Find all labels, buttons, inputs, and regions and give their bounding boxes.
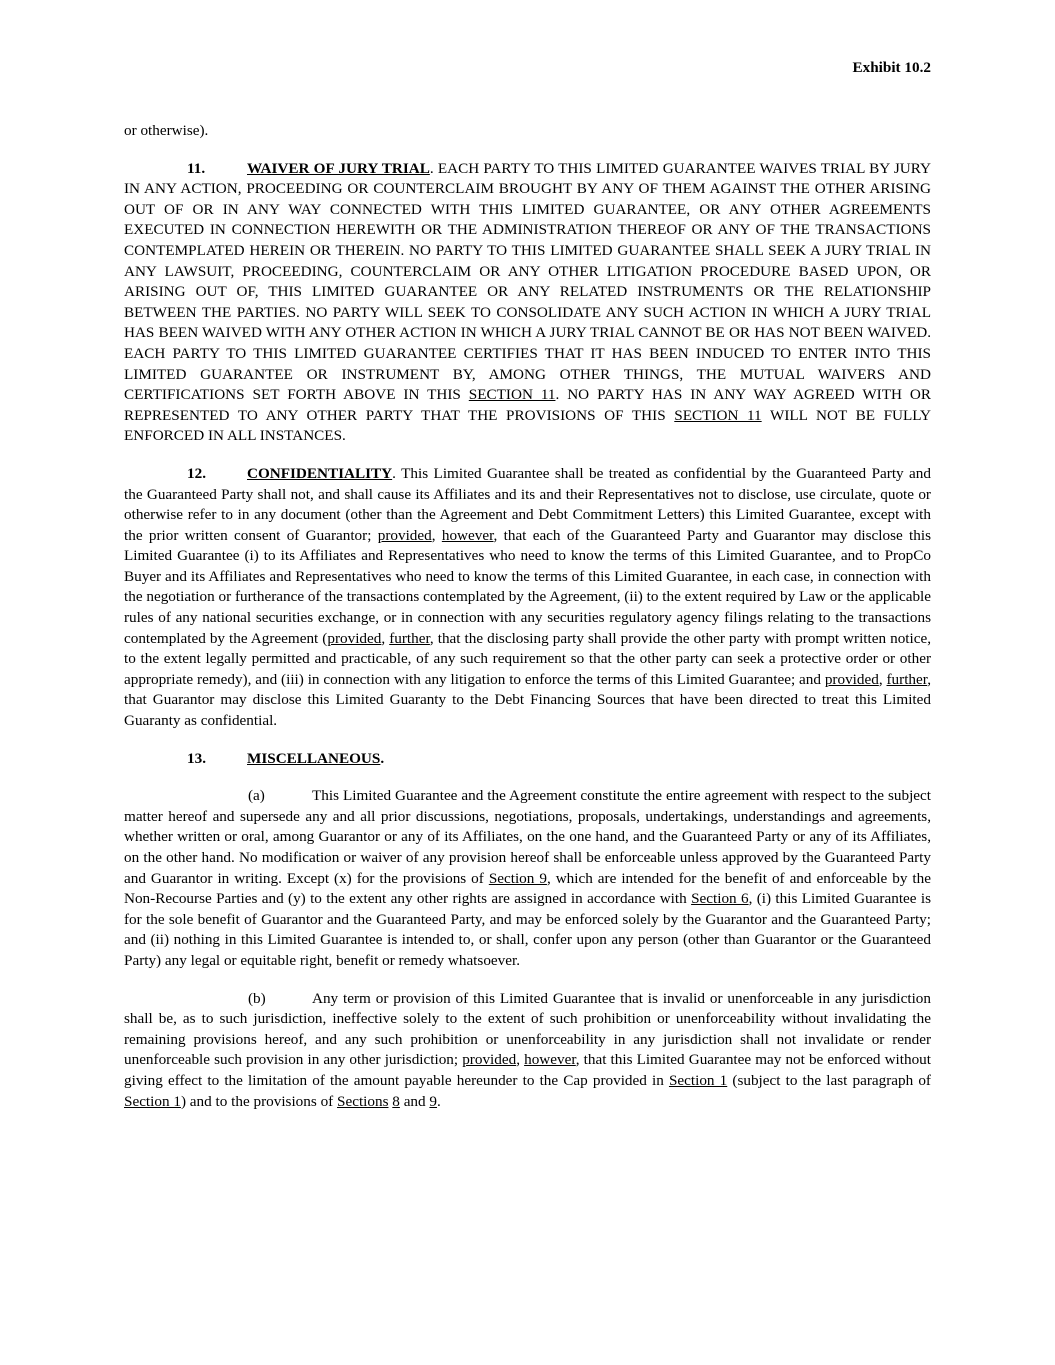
section-13b-label: (b) xyxy=(248,989,266,1007)
section-13a-label: (a) xyxy=(248,787,265,805)
section-12-underlined-4: further xyxy=(389,629,430,647)
section-13b-text-8: . xyxy=(437,1092,441,1110)
section-13b-underlined-1: provided xyxy=(462,1051,517,1069)
section-13a-text-2: , which are intended for the benefit of and enforceable by the Non-Recourse Parties and (y) to the extent any other rights are assigned in accordance with xyxy=(124,869,931,908)
section-13a-paragraph xyxy=(124,786,931,971)
section-13b-text-5: ) and to the provisions of xyxy=(180,1092,338,1110)
section-12-text-3: , that each of the Guaranteed Party and Guarantor may disclose this Limited Guarantee (i) to its Affiliates and Representatives who need to know the terms of this Limited Guarantee, and to PropCo Buyer and its Affiliates and Representatives who need to know the terms of this Limited Guarantee, in each case, in connection with the negotiation or furtherance of the transactions contemplated by the Agreement, (ii) to the extent required by Law or the applicable rules of any national securities exchange, or in connection with any securities regulatory agency filings relating to the transactions contemplated by the Agreement ( xyxy=(124,526,932,647)
section-12-text-5: , that the disclosing party shall provide the other party with prompt written notice, to the extent legally permitted and practicable, of any such requirement so that the other party can seek a protective order or other appropriate remedy), and (iii) in connection with any litigation to enforce the terms of this Limited Guarantee; and xyxy=(124,629,932,688)
section-13a-text-1: This Limited Guarantee and the Agreement constitute the entire agreement with respect to the subject matter hereof and supersede any and all prior discussions, negotiations, proposals, undertakings, understandings and agreements, whether written or oral, among Guarantor or any of its Affiliates, on the one hand, and the Guaranteed Party or any of its Affiliates, on the other hand. No modification or waiver of any provision hereof shall be enforceable unless approved by the Guaranteed Party and Guarantor in writing. Except (x) for the provisions of xyxy=(124,787,931,887)
section-12-number: 12. xyxy=(187,464,206,482)
section-12-underlined-1: provided xyxy=(377,526,432,544)
section-13-heading: MISCELLANEOUS xyxy=(247,749,381,767)
section-12-text-2: , xyxy=(431,526,442,544)
section-11-ref-2: SECTION 11 xyxy=(674,406,762,424)
section-11-text-2: . NO PARTY HAS IN ANY WAY AGREED WITH OR REPRESENTED TO ANY OTHER PARTY THAT THE PROVISIONS OF THIS xyxy=(124,386,932,424)
section-13b-text-4: (subject to the last paragraph of xyxy=(727,1071,931,1089)
section-13b-text-7: and xyxy=(399,1092,430,1110)
section-12-underlined-6: further xyxy=(886,670,928,688)
section-13a-text-3: , (i) this Limited Guarantee is for the sole benefit of Guarantor and the Guaranteed Party, and may be enforced solely by the Guarantor and the Guaranteed Party; and (ii) nothing in this Limited Guarantee is intended to, or shall, confer upon any person (other than Guarantor or the Guaranteed Party) any legal or equitable right, benefit or remedy whatsoever. xyxy=(124,890,932,969)
section-12-text-7: , that Guarantor may disclose this Limited Guaranty to the Debt Financing Sources that have been directed to treat this Limited Guaranty as confidential. xyxy=(124,670,932,730)
section-11-text-1: . EACH PARTY TO THIS LIMITED GUARANTEE WAIVES TRIAL BY JURY IN ANY ACTION, PROCEEDING OR COUNTERCLAIM BROUGHT BY ANY OF THEM AGAINST THE OTHER ARISING OUT OF OR IN ANY WAY CONNECTED WITH THIS LIMITED GUARANTEE, OR ANY OTHER AGREEMENTS EXECUTED IN CONNECTION HEREWITH OR THE ADMINISTRATION THEREOF OR ANY OF THE TRANSACTIONS CONTEMPLATED HEREIN OR THEREIN. NO PARTY TO THIS LIMITED GUARANTEE SHALL SEEK A JURY TRIAL IN ANY LAWSUIT, PROCEEDING, COUNTERCLAIM OR ANY OTHER LITIGATION PROCEDURE BASED UPON, OR ARISING OUT OF, THIS LIMITED GUARANTEE OR ANY RELATED INSTRUMENTS OR THE RELATIONSHIP BETWEEN THE PARTIES. NO PARTY WILL SEEK TO CONSOLIDATE ANY SUCH ACTION IN WHICH A JURY TRIAL HAS BEEN WAIVED WITH ANY OTHER ACTION IN WHICH A JURY TRIAL CANNOT BE OR HAS NOT BEEN WAIVED. EACH PARTY TO THIS LIMITED GUARANTEE CERTIFIES THAT IT HAS BEEN INDUCED TO ENTER INTO THIS LIMITED GUARANTEE OR INSTRUMENT BY, AMONG OTHER THINGS, THE MUTUAL WAIVERS AND CERTIFICATIONS SET FORTH ABOVE IN THIS xyxy=(124,159,931,404)
section-13-heading-period: . xyxy=(380,749,385,767)
section-12-underlined-5: provided xyxy=(824,670,879,688)
section-12-text-6: , xyxy=(878,670,887,688)
section-12-underlined-2: however xyxy=(441,526,494,544)
section-13b-ref-3: Sections xyxy=(337,1092,389,1110)
section-12-heading: CONFIDENTIALITY xyxy=(247,464,393,482)
section-13b-ref-2: Section 1 xyxy=(124,1092,181,1110)
section-13b-underlined-2: however xyxy=(524,1051,576,1069)
section-11-number: 11. xyxy=(187,159,206,177)
section-13b-text-2: , xyxy=(516,1051,525,1069)
section-11-paragraph xyxy=(124,159,931,447)
section-13b-text-1: Any term or provision of this Limited Guarantee that is invalid or unenforceable in any jurisdiction shall be, as to such jurisdiction, ineffective solely to the extent of such prohibition or unenforceability without invalidating the remaining provisions hereof, and any such prohibition or unenforceability in any jurisdiction shall not invalidate or render unenforceable such provision in any other jurisdiction; xyxy=(124,989,931,1069)
section-13-number: 13. xyxy=(187,749,206,767)
section-11-heading: WAIVER OF JURY TRIAL xyxy=(247,159,430,177)
section-11-ref-1: SECTION 11 xyxy=(468,386,556,404)
exhibit-label: Exhibit 10.2 xyxy=(852,59,931,76)
section-13-heading-line xyxy=(124,749,931,770)
section-12-underlined-3: provided xyxy=(327,629,382,647)
section-13b-text-3: , that this Limited Guarantee may not be enforced without giving effect to the limitation of the amount payable hereunder to the Cap provided in xyxy=(124,1051,931,1089)
section-12-paragraph xyxy=(124,464,931,732)
section-12-text-1: . This Limited Guarantee shall be treated as confidential by the Guaranteed Party and the Guaranteed Party shall not, and shall cause its Affiliates and its and their Representatives not to disclose, use circulate, quote or otherwise refer to in any document (other than the Agreement and Debt Commitment Letters) this Limited Guarantee, except with the prior written consent of Guarantor; xyxy=(124,464,931,544)
section-13b-ref-4: 8 xyxy=(392,1092,400,1110)
section-13a-ref-2: Section 6 xyxy=(691,890,749,908)
section-13a-ref-1: Section 9 xyxy=(488,869,547,887)
section-13b-paragraph xyxy=(124,989,931,1113)
section-12-text-4: , xyxy=(381,629,390,647)
continuation-text: or otherwise). xyxy=(124,122,209,139)
section-13b-ref-1: Section 1 xyxy=(668,1071,728,1089)
section-13b-ref-5: 9 xyxy=(429,1092,438,1110)
section-11-text-3: WILL NOT BE FULLY ENFORCED IN ALL INSTANCES. xyxy=(124,406,932,445)
